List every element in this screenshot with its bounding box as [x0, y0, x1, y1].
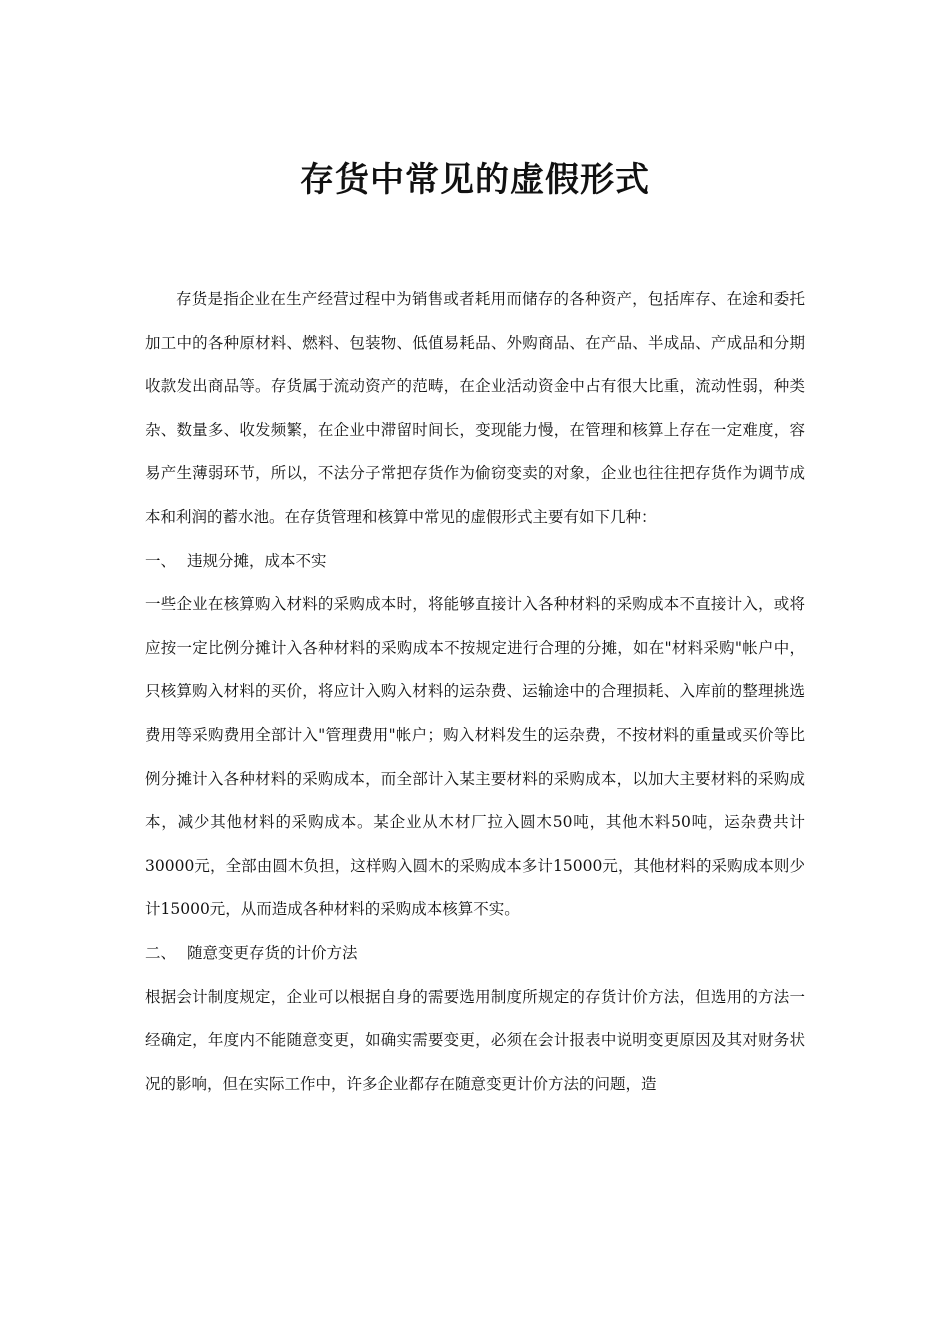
- document-body: [145, 278, 805, 1106]
- section-heading-text: 违规分摊，成本不实: [187, 551, 327, 570]
- section-heading-text: 随意变更存货的计价方法: [187, 943, 358, 962]
- section-paragraph-2: 根据会计制度规定，企业可以根据自身的需要选用制度所规定的存货计价方法，但选用的方法一经确定，年度内不能随意变更，如确实需要变更，必须在会计报表中说明变更原因及其对财务状况的影响，但在实际工作中，许多企业都存在随意变更计价方法的问题，造: [145, 987, 805, 1093]
- section-number: 一、: [145, 551, 177, 570]
- intro-paragraph: 存货是指企业在生产经营过程中为销售或者耗用而储存的各种资产，包括库存、在途和委托加工中的各种原材料、燃料、包装物、低值易耗品、外购商品、在产品、半成品、产成品和分期收款发出商品等。存货属于流动资产的范畴，在企业活动资金中占有很大比重，流动性弱，种类杂、数量多、收发频繁，在企业中滞留时间长，变现能力慢，在管理和核算上存在一定难度，容易产生薄弱环节，所以，不法分子常把存货作为偷窃变卖的对象，企业也往往把存货作为调节成本和利润的蓄水池。在存货管理和核算中常见的虚假形式主要有如下几种：: [145, 290, 805, 526]
- section-paragraph-1: 一些企业在核算购入材料的采购成本时，将能够直接计入各种材料的采购成本不直接计入，或将应按一定比例分摊计入各种材料的采购成本不按规定进行合理的分摊，如在"材料采购"帐户中，只核算购入材料的买价，将应计入购入材料的运杂费、运输途中的合理损耗、入库前的整理挑选费用等采购费用全部计入"管理费用"帐户；购入材料发生的运杂费，不按材料的重量或买价等比例分摊计入各种材料的采购成本，而全部计入某主要材料的采购成本，以加大主要材料的采购成本，减少其他材料的采购成本。某企业从木材厂拉入圆木50吨，其他木料50吨，运杂费共计30000元，全部由圆木负担，这样购入圆木的采购成本多计15000元，其他材料的采购成本则少计15000元，从而造成各种材料的采购成本核算不实。: [145, 595, 805, 919]
- section-heading-2: [145, 932, 805, 976]
- section-heading-1: [145, 540, 805, 584]
- section-number: 二、: [145, 943, 177, 962]
- document-title: 存货中常见的虚假形式: [300, 160, 650, 200]
